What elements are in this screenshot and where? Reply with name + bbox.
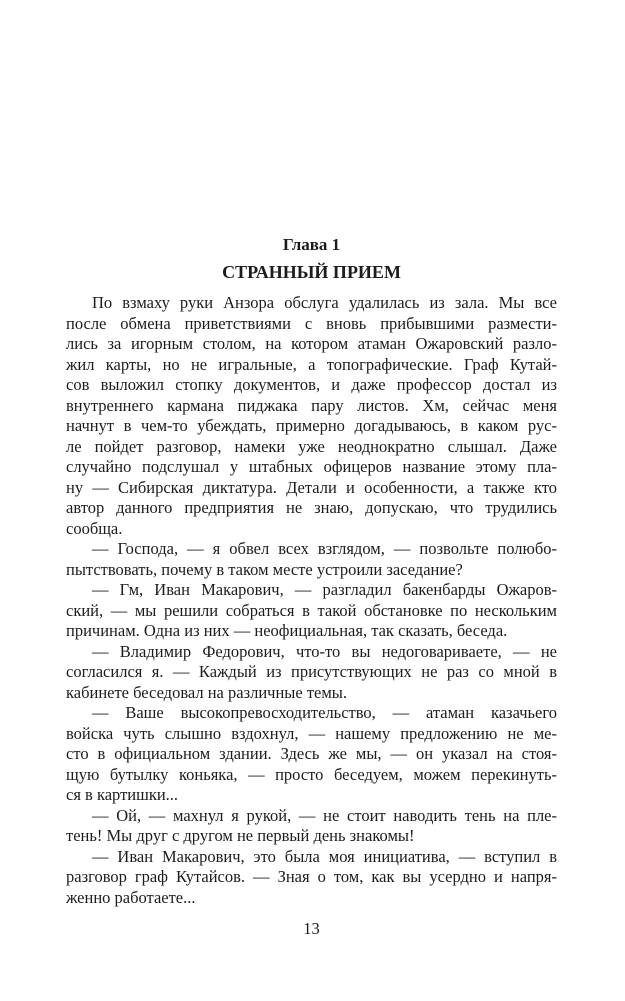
text-line: начнут в чем-то убеждать, примерно догадываюсь, в каком рус- (66, 416, 557, 435)
text-line: сто в официальном здании. Здесь же мы, — он указал на стоя- (66, 744, 557, 763)
paragraph (66, 806, 557, 847)
text-line: — Господа, — я обвел всех взглядом, — позвольте полюбо- (92, 539, 557, 558)
chapter-title: СТРАННЫЙ ПРИЕМ (222, 262, 401, 282)
page-number: 13 (303, 919, 320, 938)
text-line: — Гм, Иван Макарович, — разгладил бакенбарды Ожаров- (92, 580, 557, 599)
text-line: согласился я. — Каждый из присутствующих не раз со мной в (66, 662, 557, 681)
text-line: жил карты, но не игральные, а топографические. Граф Кутай- (66, 354, 557, 374)
paragraph (66, 703, 557, 806)
text-line: — Иван Макарович, это была моя инициатива, — вступил в (92, 846, 557, 866)
text-line: ле пойдет разговор, намеки уже неоднократно слышал. Даже (66, 436, 557, 456)
paragraph (66, 642, 557, 704)
text-line: сообща. (66, 518, 123, 538)
text-line: после обмена приветствиями с вновь прибывшими размести- (66, 313, 557, 333)
text-line: — Ой, — махнул я рукой, — не стоит наводить тень на пле- (92, 805, 557, 825)
text-line: По взмаху руки Анзора обслуга удалилась из зала. Мы все (92, 293, 557, 312)
paragraph (66, 539, 557, 580)
text-line: внутреннего кармана пиджака пару листов. Хм, сейчас меня (66, 395, 557, 415)
text-line: разговор граф Кутайсов. — Зная о том, как вы усердно и напря- (66, 867, 557, 886)
text-line: ский, — мы решили собраться в такой обстановке по нескольким (66, 600, 557, 620)
text-line: случайно подслушал у штабных офицеров название этому пла- (66, 457, 557, 476)
text-line: пытствовать, почему в таком месте устроили заседание? (66, 559, 463, 579)
paragraph (66, 847, 557, 909)
text-line: ся в картишки... (66, 785, 179, 804)
text-line: — Владимир Федорович, что-то вы недоговариваете, — не (92, 641, 557, 661)
text-line: войска чуть слышно вздохнул, — нашему предложению не ме- (66, 723, 557, 743)
text-line: лись за игорным столом, на котором атаман Ожаровский разло- (66, 334, 557, 353)
body-text (66, 293, 557, 908)
text-line: сов выложил стопку документов, и даже профессор достал из (66, 375, 557, 394)
text-line: причинам. Одна из них — неофициальная, так сказать, беседа. (66, 621, 508, 640)
text-line: тень! Мы друг с другом не первый день знакомы! (66, 826, 415, 845)
text-line: автор данного предприятия не знаю, допускаю, что трудились (66, 498, 557, 517)
paragraph (66, 580, 557, 642)
paragraph (66, 293, 557, 539)
chapter-label: Глава 1 (282, 235, 341, 254)
text-line: ну — Сибирская диктатура. Детали и особенности, а также кто (66, 477, 557, 497)
text-line: кабинете беседовал на различные темы. (66, 682, 347, 702)
text-line: — Ваше высокопревосходительство, — атаман казачьего (92, 703, 557, 722)
text-line: женно работаете... (66, 887, 196, 907)
text-line: щую бутылку коньяка, — просто беседуем, можем перекинуть- (66, 764, 557, 784)
